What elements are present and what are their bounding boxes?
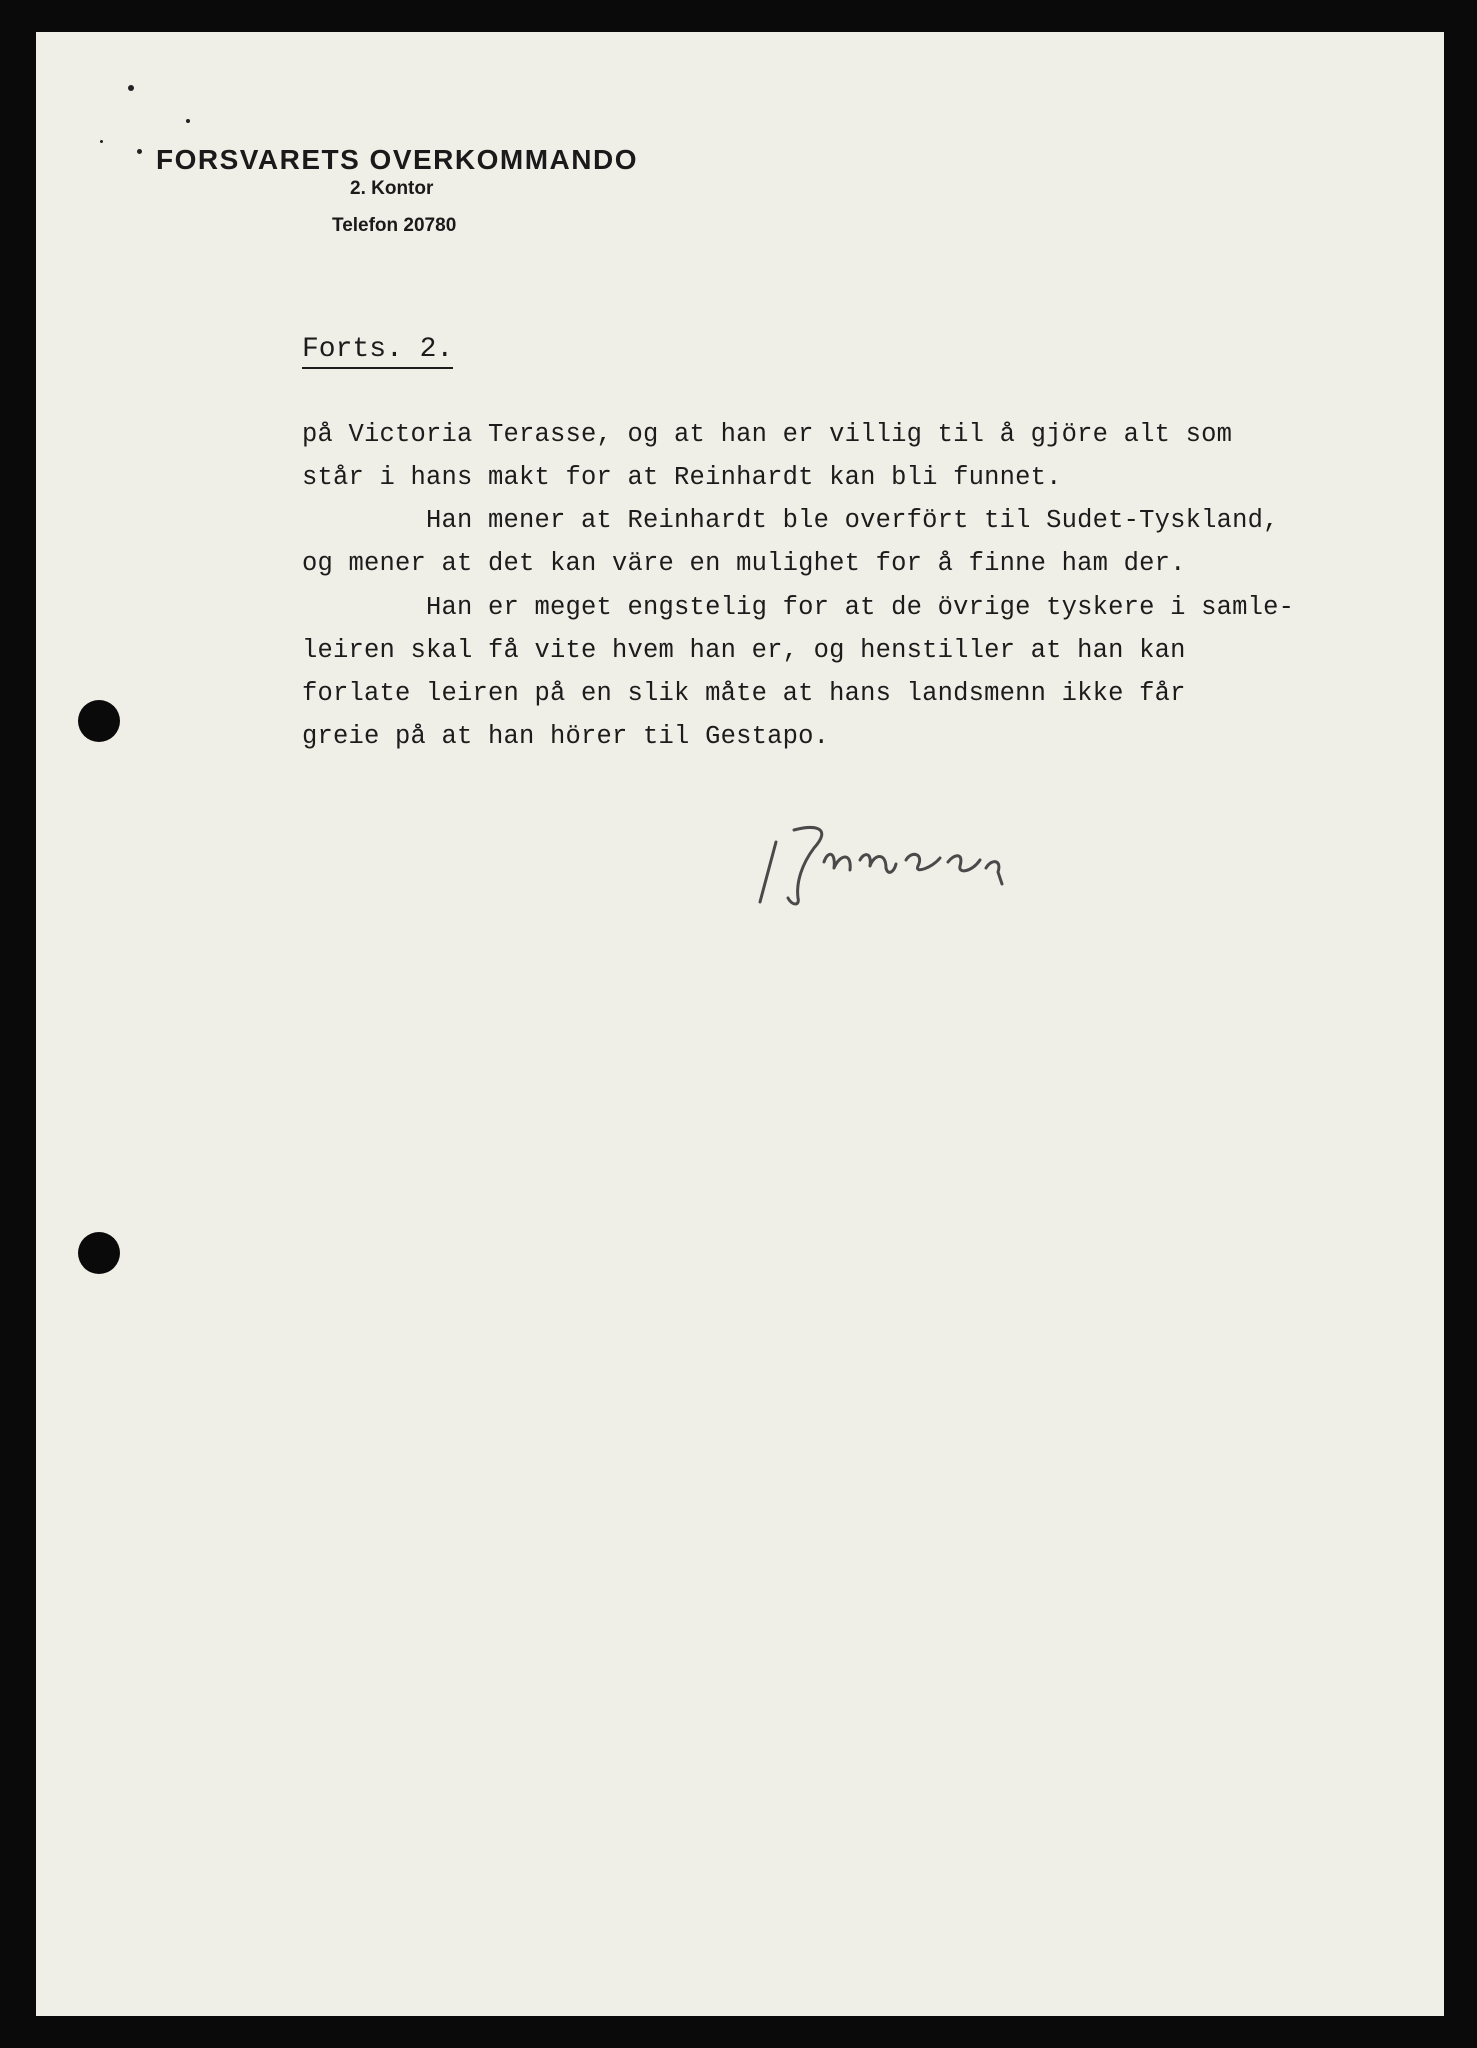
ink-speck	[137, 149, 142, 154]
body-line: og mener at det kan väre en mulighet for å finne ham der.	[302, 549, 1186, 578]
body-line: forlate leiren på en slik måte at hans landsmenn ikke får	[302, 679, 1186, 708]
punch-hole	[78, 700, 120, 742]
body-line: står i hans makt for at Reinhardt kan bli funnet.	[302, 463, 1062, 492]
ink-speck	[128, 85, 134, 91]
page-reference: Forts. 2.	[302, 334, 453, 369]
letterhead-phone: Telefon 20780	[332, 215, 457, 236]
ink-speck	[100, 140, 103, 143]
document-page	[36, 32, 1444, 2016]
body-line: greie på at han hörer til Gestapo.	[302, 722, 830, 751]
body-line: Han er meget engstelig for at de övrige tyskere i samle-	[302, 593, 1295, 622]
body-line: Han mener at Reinhardt ble overfört til Sudet-Tyskland,	[302, 506, 1279, 535]
letterhead-organization: FORSVARETS OVERKOMMANDO	[156, 144, 638, 175]
body-line: på Victoria Terasse, og at han er villig til å gjöre alt som	[302, 420, 1233, 449]
ink-speck	[186, 119, 190, 123]
body-line: leiren skal få vite hvem han er, og henstiller at han kan	[302, 636, 1186, 665]
handwritten-signature	[736, 802, 1076, 912]
letterhead-office: 2. Kontor	[350, 178, 434, 199]
punch-hole	[78, 1232, 120, 1274]
